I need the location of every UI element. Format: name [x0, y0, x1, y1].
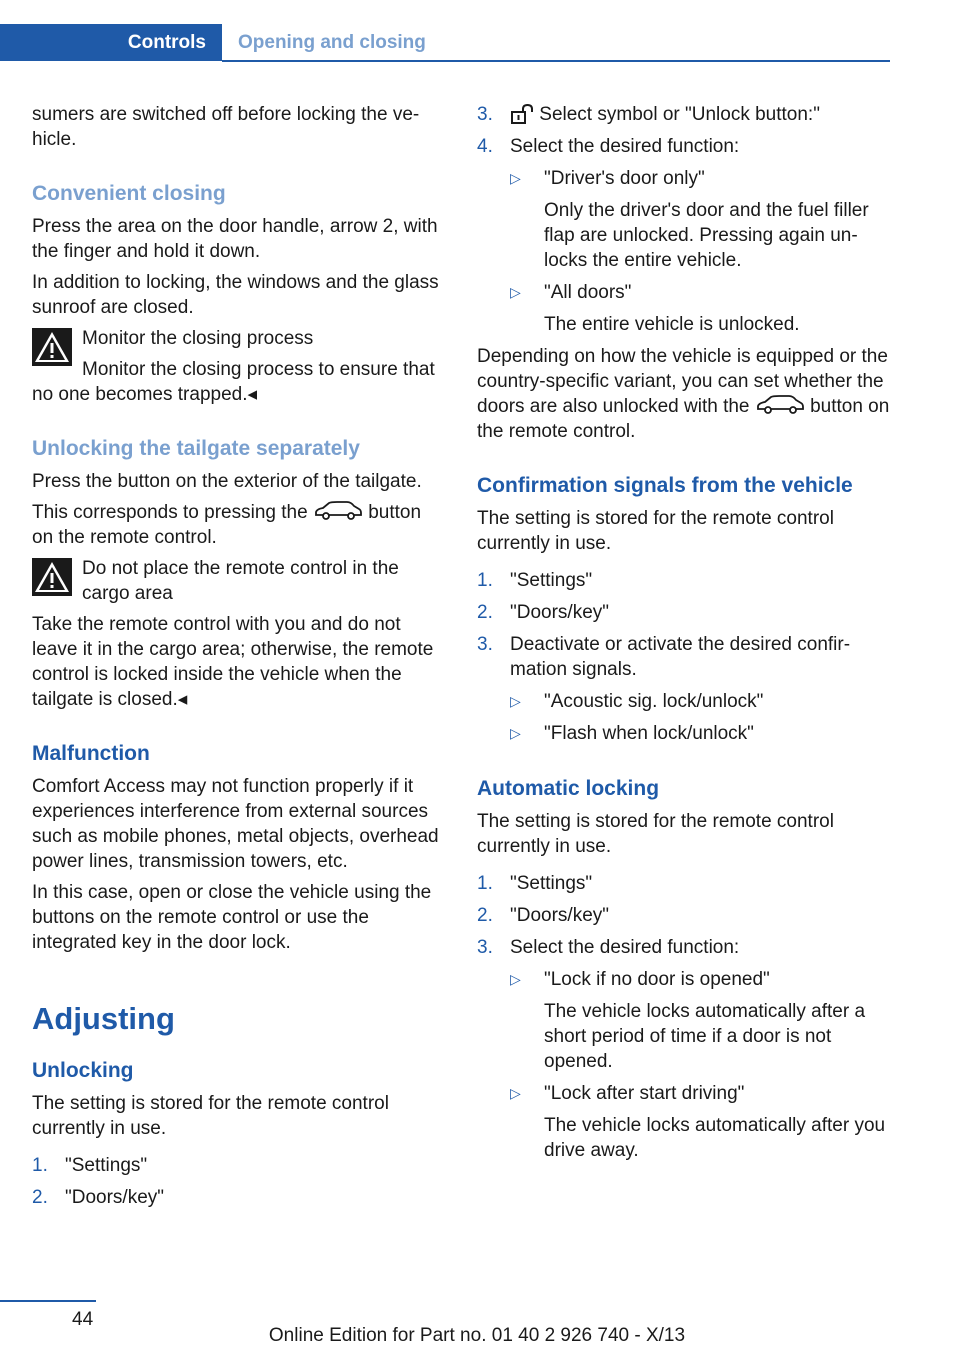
depending-text: Depending on how the vehicle is equipped or the country-specific variant, you can set whether the doors are also unlocked with the button on the remote control. [477, 346, 890, 442]
warning-box-closing [32, 326, 446, 407]
unlocking-p1: The setting is stored for the remote control currently in use. [32, 1093, 389, 1139]
automatic-locking-heading: Automatic locking [477, 777, 660, 800]
warning-title-closing: Monitor the closing process [82, 328, 314, 349]
list-item: 2. "Doors/key" [477, 905, 610, 926]
confirmation-options [510, 689, 891, 746]
malfunction-p1: Comfort Access may not function properly if it experiences interference from external sources such as mobile phones, metal objects, overhead power lines, transmission towers, etc. [32, 776, 439, 872]
list-item: ▷ "Driver's door only" Only the driver's door and the fuel filler flap are unlocked. Pressing again unlocks the entire vehicle. [510, 168, 869, 271]
tailgate-heading: Unlocking the tailgate separately [32, 437, 360, 460]
warning-triangle-icon [32, 328, 72, 366]
warning-title-cargo: Do not place the remote control in the cargo area [82, 558, 399, 604]
list-item: ▷ "Flash when lock/unlock" [510, 723, 754, 744]
convenient-closing-heading: Convenient closing [32, 182, 226, 205]
confirmation-heading: Confirmation signals from the vehicle [477, 474, 853, 497]
unlock-steps-continued [477, 102, 891, 337]
list-item: 2. "Doors/key" [477, 602, 610, 623]
warning-triangle-icon [32, 558, 72, 596]
tailgate-p2 [32, 500, 446, 550]
unlocking-steps [32, 1153, 446, 1210]
triangle-bullet-icon: ▷ [510, 971, 521, 987]
warning-text-closing: Monitor the closing process to ensure that no one becomes trapped.◂ [32, 359, 435, 405]
list-item: 1. "Settings" [32, 1155, 148, 1176]
chapter-tab: Controls [0, 24, 222, 61]
intro-text: sumers are switched off before locking the vehicle. [32, 104, 420, 150]
triangle-bullet-icon: ▷ [510, 725, 521, 741]
page-number: 44 [72, 1309, 94, 1330]
edition-footer: Online Edition for Part no. 01 40 2 926 740 - X/13 [268, 1325, 686, 1346]
warning-text-cargo: Take the remote control with you and do not leave it in the cargo area; otherwise, the remote control is locked inside the vehicle when the tailgate is closed.◂ [32, 614, 434, 710]
automatic-locking-p1: The setting is stored for the remote control currently in use. [477, 811, 834, 857]
list-item: ▷ "Lock if no door is opened" The vehicle locks automatically after a short period of time if a door is not opened. [510, 969, 866, 1072]
car-tailgate-icon [313, 500, 363, 522]
convenient-closing-p2: In addition to locking, the windows and the glass sunroof are closed. [32, 272, 439, 318]
list-item: 3. Deactivate or activate the desired confirmation signals. ▷ "Acoustic sig. lock/unlock" ▷ "Flash when lock/unlock" [477, 632, 891, 746]
right-column [477, 102, 891, 1170]
triangle-bullet-icon: ▷ [510, 1085, 521, 1101]
list-item: ▷ "Acoustic sig. lock/unlock" [510, 691, 764, 712]
tailgate-p1: Press the button on the exterior of the tailgate. [32, 471, 422, 492]
tailgate-p2-after: button on the remote control. [32, 502, 422, 548]
triangle-bullet-icon: ▷ [510, 170, 521, 186]
tailgate-p2-before: This corresponds to pressing the [32, 502, 308, 523]
malfunction-p2: In this case, open or close the vehicle using the buttons on the remote control or use the integrated key in the door lock. [32, 882, 432, 953]
triangle-bullet-icon: ▷ [510, 284, 521, 300]
unlock-options [510, 166, 891, 337]
left-column [32, 102, 446, 1217]
list-item: 3. Select symbol or "Unlock button:" [477, 104, 820, 125]
list-item: 1. "Settings" [477, 570, 593, 591]
confirmation-steps [477, 568, 891, 746]
convenient-closing-p1: Press the area on the door handle, arrow 2, with the finger and hold it down. [32, 216, 438, 262]
list-item: 3. Select the desired function: ▷ "Lock if no door is opened" The vehicle locks automatically after a short period of time if a door is not opened. ▷ "Lock after start driving" The vehicle locks automatically after you drive away. [477, 935, 891, 1163]
list-item: 2. "Doors/key" [32, 1187, 165, 1208]
footer-divider [0, 1300, 96, 1302]
list-item: 1. "Settings" [477, 873, 593, 894]
automatic-options [510, 967, 891, 1163]
malfunction-heading: Malfunction [32, 742, 150, 765]
car-tailgate-icon [755, 394, 805, 416]
triangle-bullet-icon: ▷ [510, 693, 521, 709]
automatic-steps [477, 871, 891, 1163]
unlocking-heading: Unlocking [32, 1059, 134, 1082]
confirmation-p1: The setting is stored for the remote control currently in use. [477, 508, 834, 554]
section-tab: Opening and closing [238, 32, 426, 53]
list-item: ▷ "All doors" The entire vehicle is unlocked. [510, 282, 800, 335]
adjusting-heading: Adjusting [32, 1001, 175, 1036]
header-divider [222, 60, 890, 62]
list-item: 4. Select the desired function: ▷ "Driver's door only" Only the driver's door and the fuel filler flap are unlocked. Pressing again unlocks the entire vehicle. ▷ "All doors" The entire vehicle is unlocked. [477, 134, 891, 337]
list-item: ▷ "Lock after start driving" The vehicle locks automatically after you drive away. [510, 1083, 886, 1161]
warning-box-cargo [32, 556, 446, 606]
page-header [0, 0, 954, 62]
unlock-padlock-icon [510, 104, 534, 124]
